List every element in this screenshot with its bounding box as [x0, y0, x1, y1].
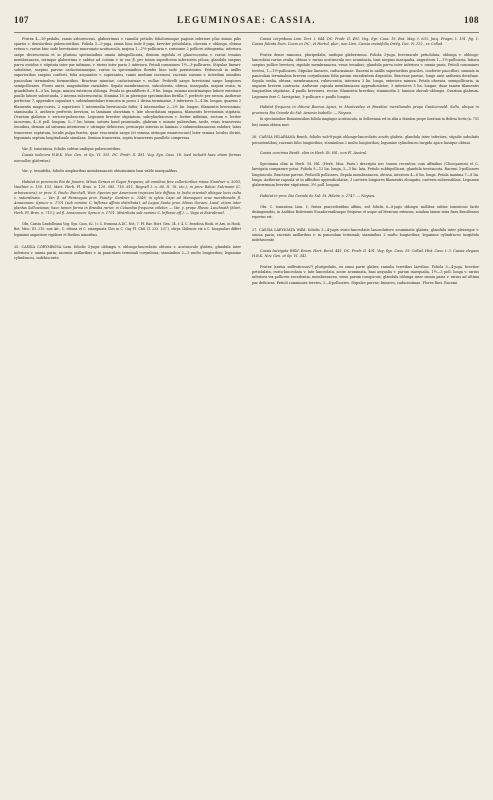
habitat-paragraph: Habitat in prov. Rio Grande do Sul: St. Hilaire n. 2747. — Neysea.	[260, 193, 376, 198]
variety-gamma-paragraph: Var. γ. tenuifolia, foliolis amplioribus membranaceis obtusissimis basi valde inaequalibus.	[22, 169, 179, 174]
description-paragraph: Frutex dense ramosus, pluripedalis, undique glaberrimus. Foliola 3-juga, breviuscule petiolulata, oblonga v. oblongo-lanceolata rarius ovalia, obtusa v. rarius acutiuscula nec acuminata, basi saepius inaequalia, angustiora 1—1½-pollicaria, latiora saepius pollice breviora, rigidule membranacea, venis tenuibus; glandula parva inter inferiora v. omnia paria. Petioli communes teretes, 1—1½-pollicares. Stipulae lineares, caducissimae. Racemi in axillis superioribus graciles, confertiv pauciflori, summis in paniculam terminalem brevem corymbosam folia parum excedentem dispositis. Bracteae parvae, longe ante anthesin deciduae. Sepala ovalia, obtusa, membranacea, rubescentia, interiora 3 lin. longa, exteriora minora. Petala obovata, semipollicaria, in unguem brevem contracta. Antherae capsula membranacea appendiculatae, 3 inferiores 3 lin. longae, duae tamen filamentis longioribus stipitatae, 4 paullo breviores, rectae, filamentis brevibus; staminodia 3, laminis obovali-oblongis. Ovarium glabrum. Legumen fere C. laevigatae, 3-pollicare v. paullo longius.	[252, 53, 479, 99]
observation-paragraph: Obs. Cassia Candolleana Vog. Syn. Cass. 62. (= C. frumosa A.DC. Not. 7. Pl. Rar. Hort. Gen. 34. t. 4, C. frondosa Hook. et Arn. in Hook. Bot. Misc. III. 210. non Ait., C. obtusa et C. emarginata Clos in C. Gay Fl. Chil. II. 233. 237.), stirps Chilensis vix a C. bicapsulari differt legumine angustiore rigidiore et floribus minoribus.	[14, 222, 241, 237]
habitat-paragraph: Habitat in provinciis Rio de Janeiro, Minas Geraes et Goyaz frequens; ab omnibus fere collectoribus missa (Gardner n. 5093, Vauthier n. 150. 151, Mart. Herb. Fl. Bras. n. 129. 585. 718. 811, Regnell I. n. 68, II. 76. etc.); in prov. Bahia: Salzmann (C. arborescens); in prov. S. Paulo: Burchell, Weir. Species per Americam tropicam late diffusa, in India orientali altisque locis culta v. naturalisata. — Var. β. ad Paranagua prov. Piauhy: Gardner n. 2549; in sylvis Capo ad Manaqueri orae meridionalis fl. Amazonum: Spruce n. 1701 (sub nomine C. biflorae affinis distributa); ad Lagoa Santa prov. Minas Geraes: Lund; etiam inter plantas Sellowianas; haec tamen forma in Brasilia rarior, in Columbia frequens videtur. — Var. γ. prope Ilheos: Luschnath (Mart. Herb. Fl. Bras. n. 715.); ad fl. Amazonum: Spruce n. 1701. (distributa sub nomine C. biflorae aff.). — Vaga et Extrabrasil.	[14, 180, 241, 216]
description-paragraph: Frutex (rarius suffruticosus?) pluripedalis, ex omni parte glaber, ramulis teretibus laevibus. Foliola 3—4-juga, breviter petiolulata, ovato-lanceolata v. late lanceolata, acute acuminata, basi aequalia v. parum inaequalia, 1½—3 poll. longa v. rarius inferiora vix pollicem excedentia, membranacea, venis parum conspicuis; glandula oblonga inter omnia paria v. rarius ad ultima par deficiens. Petioli communes teretes, 2—4-pollicares. Stipulae parvae, lineares, caducissimae. Flores flavi. Racemi	[252, 265, 479, 285]
header-rule	[14, 32, 479, 33]
habitat-paragraph: Habitat frequens in ditione Buenos Ayres, in Montevideo et Brasiliae meridionalis prope Guidoenvald: Sello, ubique in provincia Rio Grande do Sul: Arsenio Isabelle. — Neysea.	[252, 105, 479, 115]
synonymy-paragraph: Cassia corymbosa Lam. Dict. I. 644. DC. Prodr. II. 491. Vog. Syn. Cass. 19. Bot. Mag. t. 633. Jacq. Fragm. t. 101. fig. 1. Cassia falcata Dum. Cours ex DC., et Hortul. plur., non Linn. Cassia crassifolia Ortég. Dec. N. 122., ex Collad.	[252, 37, 479, 47]
page-header	[14, 8, 479, 32]
species-26-heading: 26. CASSIA HILARIANA Benth. foliolis sub-8-jugis oblongo-lanceolatis acutis glabris, glandula inter inferiora, stipulis subulatis persistentibus; racemis folio longioribus; staminibus 2 multo longioribus; legumine cylindraceo turgido apice basique obtuso.	[252, 135, 479, 145]
description-paragraph: Frutex 4—10-pedalis, ramis arborescens, glaberrimus v. ramulis petiolis foliolorumque paginis inferiore plus minus pilis sparsis v. densioribus pubescentibus. Foliola 3—5-juga, ramis hinc inde 6-juga, breviter petiolulata, obovata v. oblonga, obtusa retusa v. rarius hinc inde breviusime mucronato-acutiuscula, majora 1—1½-pollicaria v. rarissime 2 pollices attingentia, inferiora saepe decrescentia et in plurimo speciminibus omnia infrapollicaria, demum rigidula et glaucescentia v. rarius tenuius membranacea, utrinque glaberrima v. subtus ad costam v. in var. β. per totam superficiem inferiorem pilosa; glandula saepius parva ovoidea v. stipitata inter par infimum, v. rarius inter paria 2 inferiora. Petioli communes 1½—3-pollicares. Stipulae lineari-subulatae, saepius parvae caducissimaeque, rarius in speciminibus floridis hinc inde persistentes. Pedunculi in axillis superioribus saepius conferti, folia aequantes v. superantes, ramis medium racemosi, racemis sursum v. interdum omnibus paniculam terminalem formantibus. Bracteae minutae, caducissimae v. nullae. Pedicelli saepe brevissimi saepe longiores semipollicares. Flores aurei, magnitudine variabiles. Sepala membranacea, subcolorata, obtusa, inaequalia, majora ovata, in grandifloris 4—5 lin. longa, minora exteriora oblonga. Petala in grandifloris 8—9 lin. longa, summo neutrinaeque latiore exteriore paullo latiore subrotunda, 2 interna subcrescentia. Stamina 10, in plerisque speciminibus fertilia 7, perfecte per arcum. Antherae perfectae 7, appendice capsulari v. subindumidulari truncata in poros 2 divisa terminatae, 3 inferiores 3—4 lin. longae, quarum 2 filamentis magis-curvis, 2 superiores 1 intermedia breviusculo fultis; 4 intermediae 2—2½ lin. longae, filamentis brevissimis; staminodia 3, antheris perfectis breviora, in laminam obovatam v. late obcordatam expansa, filamentis brevissimis stipitata. Ovarium glabrum v. sericeo-pubescens. Legumen breviter stipitatum, subcylindraceum v. leviter inflatum, rectum v. leviter incurvum, 4—6 poll. longum, 5—7 lin. latum, suturis haud prominulis, glabrum v. minute puberulum, tarde, venis transversis tenuibus, demum ad suturam interiorem v. utrinque dehiscens, pericarpio interius in laminas 2 submembranaceas subduri; latus transverse septatum, loculis pulpa farctis, quae evacuentis saepe (et semina utrinque emarcescunt) later semina loculos divisit, leguminis septum longitudinale simulans. Semina transversa, septis transversis parallele compressa.	[14, 37, 241, 140]
description-paragraph: Specimina olim in Herb. St. Hil. (Herb. Mus. Paris.) descripta nec tamen recentius cum affinibus (Chicoparioni et C. laevigata comparare potui. Foliola 9—12 lin. longa, 2—3 lin. lata, Petiolo subbipollicari, glandula teretiacuta. Racemi 3-pollicares longiusculo. Bracteae parvae. Pedicelli pollicares. Sepala membranacea, obtusa, interiora 4—6 lin. longa. Petala maxima 7—8 lin. longa. Antherae capsula ut in affinibus appendiculatae, 3 caeteris longiores filamentis elongatis, caeteris subsessilibus. Legumen glaberrimum breviter stipitatum, 3½ poll. longum.	[252, 162, 479, 188]
observation-paragraph: Obs. C. tomentosa Linn. f., frutex praecedentibus affinis, sed foliolis 6—8-jugis oblongis mollibus subtus tomentosis facile distinguendus, in Andibus Boliviensis Ecuadorensibusque frequens et usque ad Mexicum extensus, nondum tamen intra fines Brasilienses repertus est.	[252, 204, 479, 220]
note-paragraph: In speciminibus Bonariensibus foliola magisque acutiuscula, in Sellowiana vel in aliis a Mandon prope Soratam in Bolivia lectis (n. 751 bis) omnia obtusa sunt.	[252, 117, 479, 127]
synonymy-paragraph: Cassia concinna Benth. olim in Herb. St. Hil., non Fl. Austral.	[260, 151, 368, 156]
page-number-left: 107	[14, 15, 29, 25]
synonymy-paragraph: Cassia laevigata Willd. Enum. Hort. Berol. 441. DC. Prodr. II. 491. Vog. Syn. Cass. 19. Collad. Hist. Cass. t. 5. Cassia elegans H.B.K. Nov. Gen. et Sp. VI. 342.	[252, 249, 479, 259]
page-number-right: 108	[464, 15, 479, 25]
right-column	[252, 37, 479, 287]
left-column	[14, 37, 241, 263]
synonymy-paragraph: Cassia indecora H.B.K. Nov. Gen. et Sp. VI. 355. DC. Prodr. II. 491. Vog. Syn. Cass. 18. (sed includit haec etiam formas nonnullas glabratas).	[14, 153, 241, 163]
species-25-heading: 25. CASSIA CORYMBOSA Lam. foliolis 3-jugis oblongis v. oblongo-lanceolatis obtusis v. acutiuscule glabris, glandula inter inferiora v. omnia paria; racemis axillaribus v. in paniculam terminali corymbosa; staminibus 2—3 multo longioribus; legumine cylindraceo, indehiscente.	[14, 245, 241, 260]
species-27-heading: 27. CASSIA LAEVIGATA Willd. foliolis 3—4-jugis ovato-lanceolatis lanceolatisve acuminatis glabris, glandula inter plerasque v. omnia paria; racemis axillaribus v. in paniculam terminali; staminibus 2 multo longioribus; legumine cylindraceo turgidulo indehiscente.	[252, 227, 479, 243]
variety-beta-paragraph: Var. β. tomentosa, foliolis subtus undique pubescentibus.	[22, 146, 122, 151]
running-title: LEGUMINOSAE: CASSIA.	[176, 15, 317, 25]
